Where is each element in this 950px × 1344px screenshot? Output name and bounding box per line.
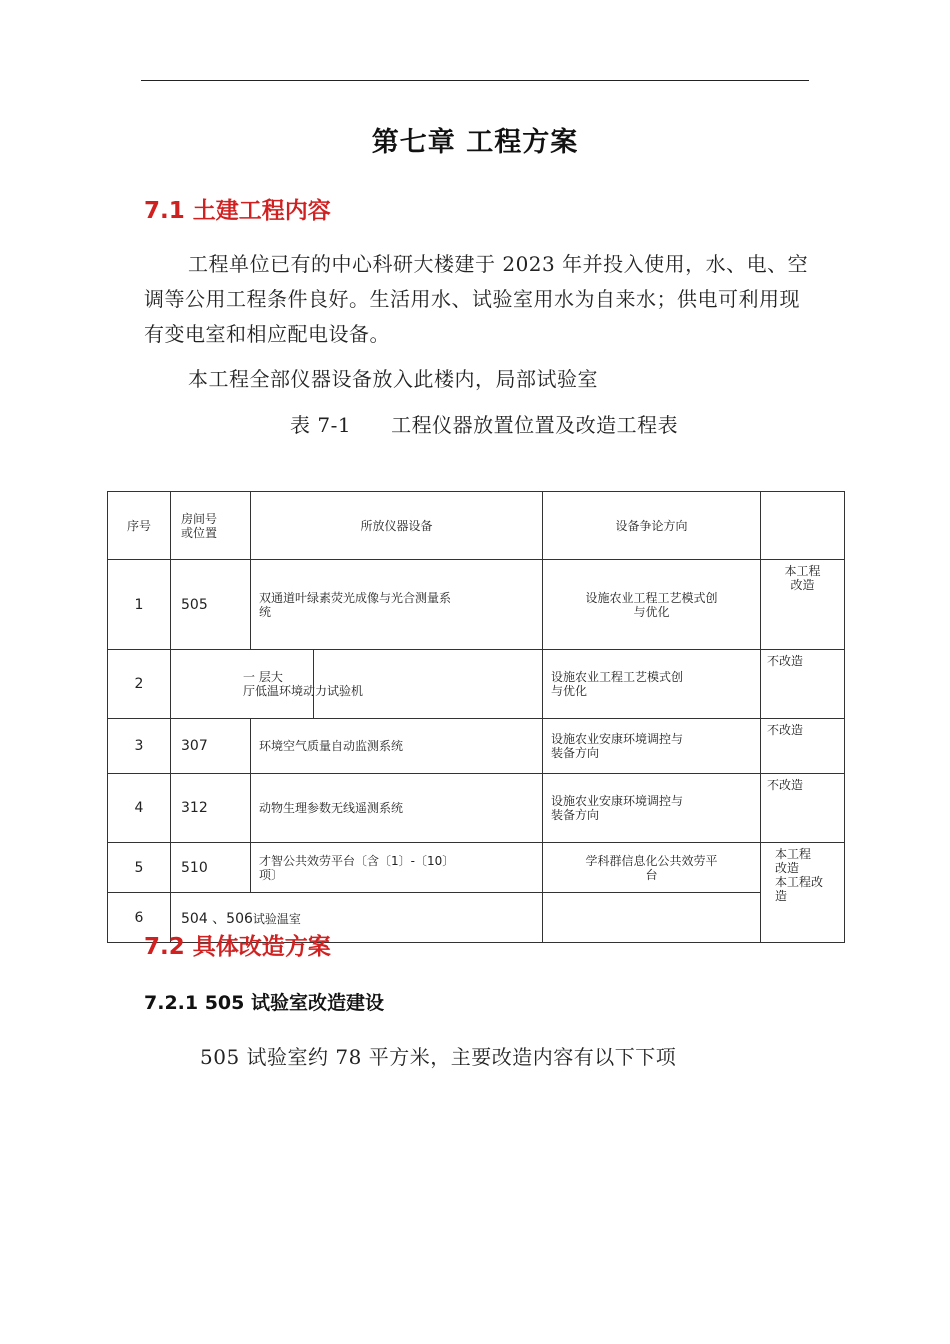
- header-note: [761, 492, 845, 560]
- header-room-line-1: 房间号: [181, 511, 218, 526]
- header-rule: [141, 80, 809, 81]
- row-6-seq: 6: [108, 893, 171, 943]
- row-1-direction-line-1: 设施农业工程工艺模式创: [585, 590, 718, 605]
- row-5-direction: [543, 843, 761, 893]
- row-5-seq: 5: [108, 843, 171, 893]
- row-5-equipment: [251, 843, 543, 893]
- row-2-note: 不改造: [761, 650, 845, 719]
- table-caption: [290, 409, 678, 438]
- row-5-equipment-line-2: 项〕: [259, 867, 284, 882]
- row-6-direction: [543, 893, 761, 943]
- header-seq: 序号: [108, 492, 171, 560]
- row-4-direction-line-1: 设施农业安康环境调控与: [551, 794, 684, 808]
- row-2-direction: [543, 650, 761, 719]
- row-3-direction: [543, 719, 761, 774]
- row-4-direction: [543, 774, 761, 843]
- row-5-note-line-2: 改造: [775, 861, 800, 875]
- row-5-equipment-line-1: 才智公共效劳平台〔含〔1〕-〔10〕: [259, 853, 455, 868]
- row-5-note-line-3: 本工程改: [775, 875, 824, 889]
- section-7-1-paragraph-1: 工程单位已有的中心科研大楼建于 2023 年并投入使用，水、电、空调等公用工程条件良好。生活用水、试验室用水为自来水；供电可利用现有变电室和相应配电设备。: [144, 252, 809, 346]
- row-3-seq: 3: [108, 719, 171, 774]
- table-header-row: [108, 492, 845, 560]
- row-4-direction-line-2: 装备方向: [551, 808, 600, 822]
- row-6-room-name: 试验温室: [252, 912, 301, 926]
- row-3-equipment: 环境空气质量自动监测系统: [251, 719, 543, 774]
- row-1-equipment-line-2: 统: [259, 604, 272, 619]
- table-row: [108, 650, 845, 719]
- row-1-equipment: [251, 560, 543, 650]
- row-4-equipment: 动物生理参数无线遥测系统: [251, 774, 543, 843]
- header-direction: 设备争论方向: [543, 492, 761, 560]
- subsection-7-2-1-title: 7.2.1 505 试验室改造建设: [144, 992, 384, 1014]
- row-4-room: 312: [171, 774, 251, 843]
- row-2-room-line-2: 厅低温环境动力试验机: [243, 684, 364, 698]
- equipment-placement-table: [107, 491, 845, 943]
- row-1-note: [761, 560, 845, 650]
- row-5-note-line-1: 本工程: [775, 847, 812, 861]
- row-1-room: 505: [171, 560, 251, 650]
- section-7-1-paragraph-2: 本工程全部仪器设备放入此楼内，局部试验室: [188, 367, 598, 391]
- row-6-room-number: 504 、506: [181, 911, 253, 927]
- row-4-seq: 4: [108, 774, 171, 843]
- table-caption-title: 工程仪器放置位置及改造工程表: [391, 413, 679, 437]
- row-2-seq: 2: [108, 650, 171, 719]
- row-1-direction: [543, 560, 761, 650]
- row-5-direction-line-2: 台: [645, 867, 658, 882]
- section-7-1-title: 7.1 土建工程内容: [144, 198, 331, 224]
- table-row: [108, 560, 845, 650]
- row-2-direction-line-2: 与优化: [551, 684, 588, 698]
- table-row: [108, 719, 845, 774]
- row-4-note: 不改造: [761, 774, 845, 843]
- row-3-direction-line-2: 装备方向: [551, 746, 600, 760]
- section-7-2-title: 7.2 具体改造方案: [144, 934, 331, 960]
- row-2-direction-line-1: 设施农业工程工艺模式创: [551, 670, 684, 684]
- section-7-2-1-paragraph: 505 试验室约 78 平方米，主要改造内容有以下下项: [200, 1045, 677, 1069]
- row-3-room: 307: [171, 719, 251, 774]
- row-1-note-line-1: 本工程: [784, 564, 821, 578]
- row-5-direction-line-1: 学科群信息化公共效劳平: [585, 853, 718, 868]
- chapter-title: 第七章 工程方案: [371, 127, 579, 158]
- row-5-room: 510: [171, 843, 251, 893]
- row-5-note-line-4: 造: [775, 889, 788, 903]
- row-3-note: 不改造: [761, 719, 845, 774]
- row-1-equipment-line-1: 双通道叶绿素荧光成像与光合测量系: [259, 590, 452, 605]
- row-3-direction-line-1: 设施农业安康环境调控与: [551, 732, 684, 746]
- table-row: [108, 774, 845, 843]
- row-5-note: [761, 843, 845, 943]
- row-1-note-line-2: 改造: [790, 578, 815, 592]
- row-1-direction-line-2: 与优化: [633, 604, 670, 619]
- row-2-room-line-1: 一 层大: [243, 670, 283, 684]
- header-room: [171, 492, 251, 560]
- table-row: [108, 843, 845, 893]
- header-room-line-2: 或位置: [181, 525, 218, 540]
- row-2-room: [171, 650, 543, 719]
- table-caption-number: 表 7-1: [290, 413, 352, 437]
- row-1-seq: 1: [108, 560, 171, 650]
- header-equipment: 所放仪器设备: [251, 492, 543, 560]
